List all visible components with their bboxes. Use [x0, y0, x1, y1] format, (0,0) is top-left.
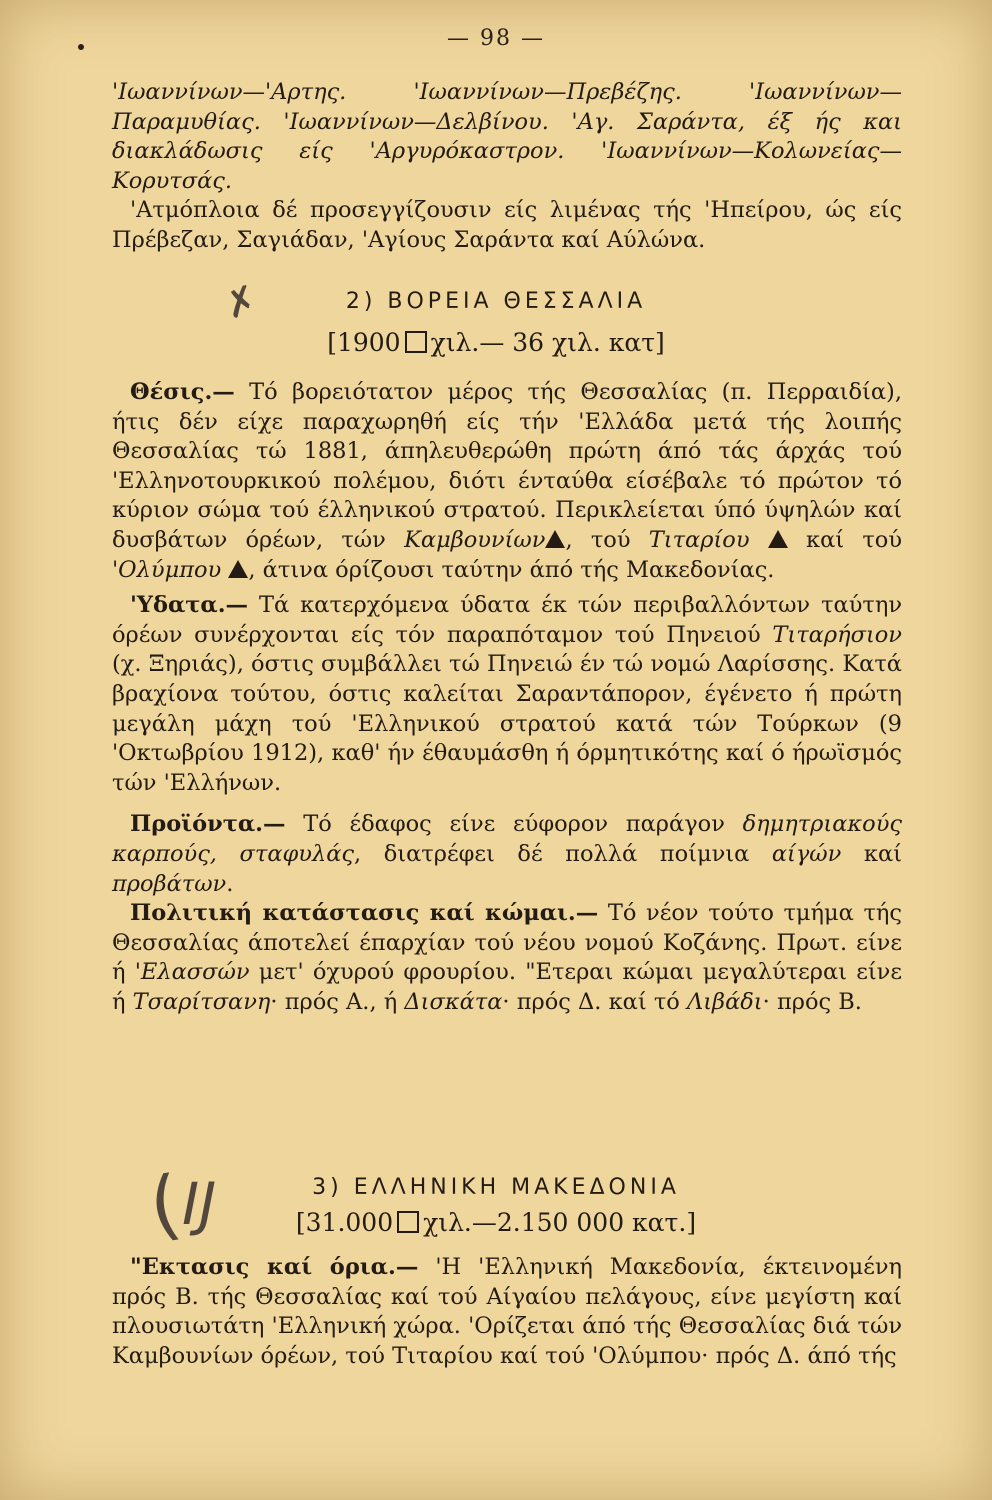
mountain-triangle-icon — [228, 560, 248, 578]
extent-text: 'Η 'Ελληνική Μακεδονία, έκτεινομένη πρός Β. τής Θεσσαλίας καί τού Αίγαίου πελάγους, είνε μεγίστη καί πλουσιωτάτη 'Ελληνική χώρα. 'Ορίζεται άπό τής Θεσσαλίας διά τών Καμβουνίων όρέων, τού Τιταρίου καί τού 'Ολύμπου· πρός Δ. άπό τής — [112, 1254, 903, 1369]
section-2-body — [112, 378, 902, 1017]
section-2-area: [1900 — [327, 328, 401, 357]
mountain-olympus: 'Ολύμπου — [112, 556, 222, 583]
politics-text-5: · πρός Β. — [762, 988, 862, 1015]
routes-paragraph: 'Ιωαννίνων—'Αρτης. 'Ιωαννίνων—Πρεβέζης. 'Ιωαννίνων—Παραμυθίας. 'Ιωαννίνων—Δελβίνου. 'Αγ. Σαράντα, έξ ής και διακλάδωσις είς 'Αργυρόκαστρον. 'Ιωαννίνων—Κολωνείας—Κορυτσάς. — [112, 79, 902, 194]
politics-paragraph — [112, 899, 902, 1017]
town-diskata: Δισκάτα — [404, 988, 503, 1015]
products-cereals: δημητριακούς καρπούς, σταφυλάς — [112, 811, 903, 867]
products-goats: αίγών — [771, 840, 842, 867]
section-3-area: [31.000 — [295, 1208, 394, 1237]
politics-text-3: · πρός Α., ή — [270, 988, 398, 1015]
politics-text-2: μετ' όχυρού φρουρίου. "Ετεραι κώμαι μεγαλύτεραι είνε ή — [112, 959, 903, 1015]
products-sheep: προβάτων — [112, 870, 227, 897]
section-3-heading: 3) ΕΛΛΗΝΙΚΗ ΜΑΚΕΔΟΝΙΑ — [312, 1175, 680, 1200]
mountain-kamvounia: Καμβουνίων — [404, 526, 546, 553]
products-lead: Προϊόντα.— — [130, 811, 286, 838]
section-2-stats — [0, 328, 992, 357]
waters-text-2: (χ. Ξηριάς), όστις συμβάλλει τώ Πηνειώ έν τώ νομώ Λαρίσσης. Κατά βραχίονα τούτου, όστις καλείται Σαραντάπορον, έγένετο ή πρώτη μεγάλη μάχη τού 'Ελληνικού στρατού κατά τών Τούρκων (9 'Οκτωβρίου 1912), καθ' ήν έθαυμάσθη ή όρμητικότης καί ό ήρωϊσμός τών 'Ελλήνων. — [112, 651, 902, 796]
town-tsaritsani: Τσαρίτσανη — [132, 988, 271, 1015]
section-2-heading: 2) ΒΟΡΕΙΑ ΘΕΣΣΑΛΙΑ — [345, 289, 647, 314]
epirus-section-end — [112, 78, 902, 256]
position-text: Τό βορειότατον μέρος τής Θεσσαλίας (π. Περραιδία), ήτις δέν είχε παραχωρηθή είς τήν 'Ελλάδα μετά τής λοιπής Θεσσαλίας τώ 1881, άπηλευθερώθη πρώτη άπό τάς άρχάς τού 'Ελληνοτουρκικού πολέμου, διότι ένταύθα είσέβαλε τό πρώτον τό κύριον σώμα τού έλληνικού στρατού. Περικλείεται ύπό ύψηλών καί δυσβάτων όρέων, τών — [112, 379, 902, 553]
politics-lead: Πολιτική κατάστασις καί κώμαι.— — [130, 900, 599, 927]
mountain-titarion: Τιταρίου — [648, 526, 750, 553]
town-elassona: 'Ελασσών — [134, 959, 250, 986]
mountain-triangle-icon — [545, 530, 565, 548]
square-symbol-icon — [397, 1211, 419, 1233]
products-paragraph — [112, 810, 902, 899]
waters-paragraph — [112, 591, 902, 798]
position-lead: Θέσις.— — [130, 379, 235, 405]
section-2-population: χιλ.— 36 χιλ. κατ] — [430, 328, 665, 357]
extent-paragraph — [112, 1253, 902, 1371]
position-paragraph — [112, 378, 902, 585]
section-3-body — [112, 1253, 902, 1371]
page-number: — 98 — — [447, 26, 545, 51]
products-end: . — [226, 870, 234, 897]
pencil-mark-2: ( — [143, 1158, 186, 1251]
products-text: Τό έδαφος είνε εύφορον παράγον — [285, 811, 725, 838]
politics-text: Τό νέον τούτο τμήμα τής Θεσσαλίας άποτελεί έπαρχίαν τού νέου νομού Κοζάνης. Πρωτ. είνε ή — [112, 900, 902, 986]
section-3-stats — [0, 1208, 992, 1237]
square-symbol-icon — [405, 331, 427, 353]
steamships-paragraph: 'Ατμόπλοια δέ προσεγγίζουσιν είς λιμένας τής 'Ηπείρου, ώς είς Πρέβεζαν, Σαγιάδαν, 'Αγίους Σαράντα καί Αύλώνα. — [112, 197, 902, 253]
extent-lead: "Εκτασις καί όρια.— — [130, 1254, 419, 1280]
position-text-3: καί τού — [787, 526, 903, 553]
town-livadi: Λιβάδι — [686, 988, 763, 1015]
pencil-mark-1: ✗ — [218, 275, 264, 329]
waters-text: Τά κατερχόμενα ύδατα έκ τών περιβαλλόντων ταύτην όρέων συνέρχονται είς τόν παραπόταμον τού Πηνειού — [112, 592, 902, 648]
section-3-population: χιλ.—2.150 000 κατ.] — [423, 1208, 697, 1237]
politics-text-4: · πρός Δ. καί τό — [502, 988, 680, 1015]
waters-lead: 'Υδατα.— — [130, 592, 249, 619]
pencil-mark-3: IJ — [182, 1170, 217, 1238]
products-text-3: καί — [841, 840, 902, 867]
position-text-2: , τού — [565, 526, 631, 553]
products-text-2: , διατρέφει δέ πολλά ποίμνια — [354, 840, 750, 867]
river-titarisios: Τιταρήσιον — [772, 621, 902, 648]
position-text-4: , άτινα όρίζουσι ταύτην άπό τής Μακεδονίας. — [248, 556, 775, 583]
mountain-triangle-icon — [768, 530, 788, 548]
